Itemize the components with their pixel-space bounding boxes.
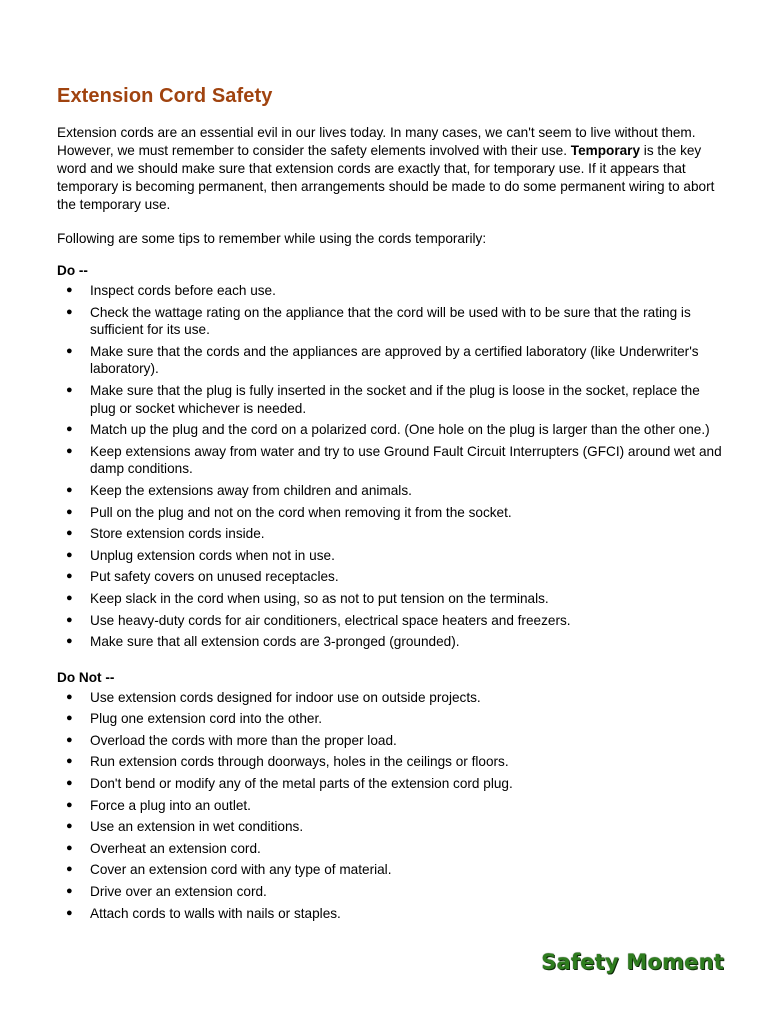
bullet-icon: ● bbox=[66, 591, 73, 604]
bullet-icon: ● bbox=[66, 798, 73, 811]
do-item-text: Keep the extensions away from children and animals. bbox=[90, 482, 412, 498]
do-not-item-text: Don't bend or modify any of the metal parts of the extension cord plug. bbox=[90, 776, 513, 792]
do-not-item-text: Plug one extension cord into the other. bbox=[90, 711, 323, 727]
do-item-text: Inspect cords before each use. bbox=[90, 283, 276, 298]
do-heading: Do -- bbox=[57, 263, 88, 278]
intro-sentence-2: is the key word and we should make sure that extension cords are exactly that, for temporary use. If it appears that temporary is becoming permanent, then arrangements should be made to do some permanent wiring to abort the temporary use. bbox=[57, 143, 715, 212]
do-not-item-text: Attach cords to walls with nails or staples. bbox=[90, 905, 341, 921]
do-item-text: Match up the plug and the cord on a polarized cord. (One hole on the plug is larger than the other one.) bbox=[90, 422, 710, 438]
do-not-item bbox=[57, 883, 729, 901]
bullet-icon: ● bbox=[66, 863, 73, 876]
bullet-icon: ● bbox=[66, 344, 73, 357]
do-item-text: Check the wattage rating on the appliance that the cord will be used with to be sure that the rating is sufficient for its use. bbox=[90, 304, 691, 338]
bullet-icon: ● bbox=[66, 570, 73, 583]
do-item bbox=[57, 343, 729, 378]
do-item bbox=[57, 382, 729, 417]
do-item-text: Unplug extension cords when not in use. bbox=[90, 547, 335, 563]
do-not-item-text: Force a plug into an outlet. bbox=[90, 797, 251, 813]
safety-moment-badge: Safety Moment bbox=[541, 950, 724, 974]
tips-lead: Following are some tips to remember while using the cords temporarily: bbox=[57, 231, 487, 246]
do-not-item bbox=[57, 861, 729, 879]
do-not-item bbox=[57, 840, 729, 858]
do-not-item-text: Overheat an extension cord. bbox=[90, 840, 261, 856]
intro-paragraph bbox=[57, 124, 729, 214]
do-not-item-text: Cover an extension cord with any type of material. bbox=[90, 862, 392, 878]
do-not-item bbox=[57, 732, 729, 750]
do-item bbox=[57, 443, 729, 478]
do-item bbox=[57, 504, 729, 522]
bullet-icon: ● bbox=[66, 305, 73, 318]
bullet-icon: ● bbox=[66, 444, 73, 457]
do-not-item bbox=[57, 905, 729, 923]
do-not-item-text: Drive over an extension cord. bbox=[90, 884, 267, 900]
do-item bbox=[57, 304, 729, 339]
do-item-text: Put safety covers on unused receptacles. bbox=[90, 569, 339, 585]
do-item bbox=[57, 547, 729, 565]
do-item-text: Keep extensions away from water and try to use Ground Fault Circuit Interrupters (GFCI) around wet and damp conditions. bbox=[90, 443, 722, 477]
bullet-icon: ● bbox=[66, 690, 73, 703]
bullet-icon: ● bbox=[66, 505, 73, 518]
do-not-item bbox=[57, 689, 729, 707]
do-list bbox=[57, 282, 729, 651]
do-item-text: Make sure that all extension cords are 3-pronged (grounded). bbox=[90, 634, 460, 650]
do-item bbox=[57, 282, 729, 300]
bullet-icon: ● bbox=[66, 712, 73, 725]
do-item-text: Make sure that the plug is fully inserted in the socket and if the plug is loose in the socket, replace the plug or socket whichever is needed. bbox=[90, 382, 700, 416]
intro-keyword: Temporary bbox=[570, 143, 641, 158]
bullet-icon: ● bbox=[66, 527, 73, 540]
do-not-item bbox=[57, 797, 729, 815]
do-item bbox=[57, 590, 729, 608]
do-not-heading: Do Not -- bbox=[57, 669, 115, 685]
bullet-icon: ● bbox=[66, 284, 73, 296]
intro-sentence-1: Extension cords are an essential evil in our lives today. In many cases, we can't seem to live without them. However, we must remember to consider the safety elements involved with their use. bbox=[57, 125, 696, 158]
bullet-icon: ● bbox=[66, 841, 73, 854]
do-not-item bbox=[57, 818, 729, 836]
bullet-icon: ● bbox=[66, 777, 73, 790]
bullet-icon: ● bbox=[66, 820, 73, 833]
page-title: Extension Cord Safety bbox=[57, 85, 273, 107]
do-not-item bbox=[57, 753, 729, 771]
do-not-item-text: Use an extension in wet conditions. bbox=[90, 819, 304, 835]
do-not-item bbox=[57, 710, 729, 728]
do-item bbox=[57, 633, 729, 651]
do-not-list bbox=[57, 689, 729, 923]
bullet-icon: ● bbox=[66, 635, 73, 648]
bullet-icon: ● bbox=[66, 755, 73, 768]
bullet-icon: ● bbox=[66, 613, 73, 626]
bullet-icon: ● bbox=[66, 733, 73, 746]
bullet-icon: ● bbox=[66, 548, 73, 561]
do-not-item-text: Use extension cords designed for indoor use on outside projects. bbox=[90, 689, 481, 705]
do-item bbox=[57, 421, 729, 439]
bullet-icon: ● bbox=[66, 423, 73, 436]
bullet-icon: ● bbox=[66, 483, 73, 496]
do-item bbox=[57, 612, 729, 630]
do-not-item-text: Run extension cords through doorways, holes in the ceilings or floors. bbox=[90, 754, 509, 770]
bullet-icon: ● bbox=[66, 885, 73, 898]
do-item bbox=[57, 525, 729, 543]
do-not-item bbox=[57, 775, 729, 793]
do-item-text: Keep slack in the cord when using, so as not to put tension on the terminals. bbox=[90, 590, 549, 606]
bullet-icon: ● bbox=[66, 906, 73, 919]
do-item-text: Use heavy-duty cords for air conditioners, electrical space heaters and freezers. bbox=[90, 612, 571, 628]
do-item-text: Make sure that the cords and the appliances are approved by a certified laboratory (like Underwriter's laboratory). bbox=[90, 343, 699, 377]
do-item bbox=[57, 568, 729, 586]
do-item-text: Pull on the plug and not on the cord when removing it from the socket. bbox=[90, 504, 512, 520]
do-item bbox=[57, 482, 729, 500]
do-item-text: Store extension cords inside. bbox=[90, 526, 265, 542]
bullet-icon: ● bbox=[66, 383, 73, 396]
do-not-item-text: Overload the cords with more than the proper load. bbox=[90, 732, 397, 748]
document-page bbox=[57, 84, 729, 926]
